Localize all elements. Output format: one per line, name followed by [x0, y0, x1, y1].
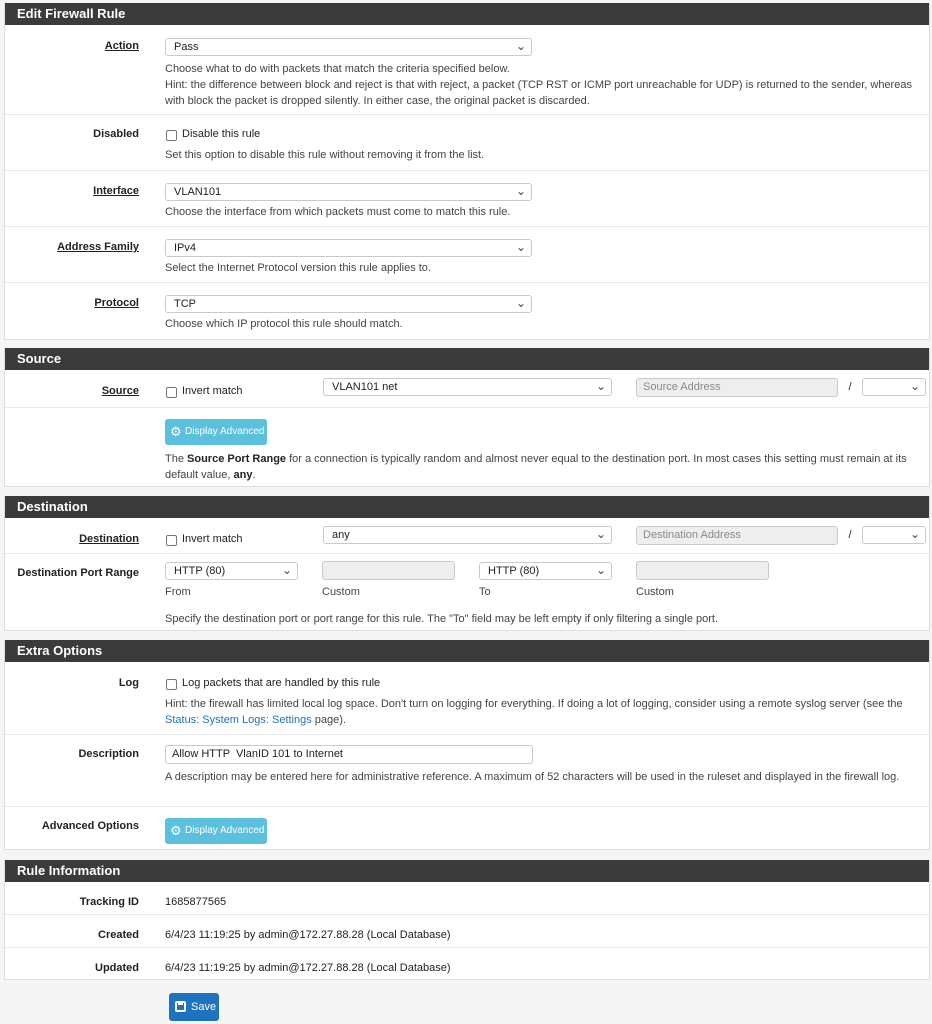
updated-value: 6/4/23 11:19:25 by admin@172.27.88.28 (Local Database) — [165, 962, 451, 974]
source-help-pre: The — [165, 453, 188, 465]
action-row — [5, 25, 929, 114]
destination-port-to-select[interactable] — [479, 562, 612, 580]
chevron-down-icon: ⌄ — [909, 527, 920, 541]
source-port-help — [165, 451, 915, 483]
destination-row — [5, 518, 929, 553]
source-help-mid: for a connection is typically random and almost never equal to the destination port. In most cases this setting must remain at its default value, — [165, 453, 907, 481]
log-help-pre: Hint: the firewall has limited local log space. Don't turn on logging for everything. If doing a lot of logging, consider using a remote syslog server (see the — [165, 698, 903, 710]
log-help-end: page). — [311, 714, 346, 726]
chevron-down-icon: ⌄ — [595, 563, 606, 577]
destination-address-input[interactable] — [636, 526, 838, 545]
edit-firewall-rule-panel — [4, 3, 930, 340]
advanced-options-label: Advanced Options — [41, 820, 139, 832]
destination-port-to-custom-input[interactable] — [636, 561, 769, 580]
description-input[interactable] — [165, 745, 533, 764]
system-logs-settings-link[interactable]: Status: System Logs: Settings — [165, 714, 312, 726]
source-help-bold: Source Port Range — [187, 453, 287, 465]
caption-to: To — [479, 586, 491, 598]
gear-icon: ⚙ — [170, 424, 182, 439]
source-address-placeholder: Source Address — [643, 381, 721, 393]
description-help: A description may be entered here for administrative reference. A maximum of 52 characters will be used in the ruleset and displayed in the firewall log. — [165, 771, 900, 783]
source-address-input[interactable] — [636, 378, 838, 397]
interface-select-value: VLAN101 — [174, 186, 222, 198]
action-label: Action — [104, 40, 139, 52]
extra-options-panel — [4, 640, 930, 850]
updated-label: Updated — [95, 962, 139, 974]
interface-row — [5, 170, 929, 226]
chevron-down-icon: ⌄ — [595, 379, 606, 393]
address-family-select[interactable] — [165, 239, 532, 257]
tracking-id-label: Tracking ID — [79, 896, 139, 908]
source-invert-checkbox[interactable] — [166, 387, 177, 398]
destination-type-value: any — [332, 529, 350, 541]
protocol-select[interactable] — [165, 295, 532, 313]
source-type-select[interactable] — [323, 378, 612, 396]
destination-port-range-label: Destination Port Range — [17, 567, 139, 579]
save-button[interactable] — [169, 993, 219, 1021]
floppy-disk-icon — [175, 1001, 186, 1012]
chevron-down-icon: ⌄ — [515, 184, 526, 198]
disabled-help: Set this option to disable this rule without removing it from the list. — [165, 149, 485, 161]
source-advanced-row — [5, 407, 929, 487]
log-packets-checkbox[interactable] — [166, 679, 177, 690]
destination-port-from-custom-input[interactable] — [322, 561, 455, 580]
panel-heading: Edit Firewall Rule — [5, 3, 929, 25]
destination-label: Destination — [79, 533, 139, 545]
address-family-help: Select the Internet Protocol version this rule applies to. — [165, 262, 431, 274]
chevron-down-icon: ⌄ — [515, 39, 526, 53]
chevron-down-icon: ⌄ — [595, 527, 606, 541]
destination-port-range-row — [5, 553, 929, 631]
protocol-select-value: TCP — [174, 298, 196, 310]
advanced-options-display-label: Display Advanced — [185, 825, 265, 836]
chevron-down-icon: ⌄ — [909, 379, 920, 393]
log-packets-checkbox-label[interactable]: Log packets that are handled by this rule — [182, 677, 381, 689]
destination-invert-label[interactable]: Invert match — [182, 533, 243, 545]
destination-mask-select[interactable] — [862, 526, 926, 544]
interface-select[interactable] — [165, 183, 532, 201]
source-type-value: VLAN101 net — [332, 381, 398, 393]
action-help-line: Choose what to do with packets that match the criteria specified below. — [165, 63, 510, 75]
interface-help: Choose the interface from which packets must come to match this rule. — [165, 206, 511, 218]
source-mask-select[interactable] — [862, 378, 926, 396]
destination-type-select[interactable] — [323, 526, 612, 544]
protocol-help: Choose which IP protocol this rule should match. — [165, 318, 403, 330]
save-button-label: Save — [191, 1001, 217, 1013]
protocol-label: Protocol — [94, 297, 139, 309]
source-display-advanced-button[interactable] — [165, 419, 267, 445]
protocol-row — [5, 282, 929, 338]
action-hint: Hint: the difference between block and reject is that with reject, a packet (TCP RST or ICMP port unreachable for UDP) is returned to the sender, whereas with block the packet is dropped silently. In either case, the original packet is discarded. — [165, 79, 912, 107]
action-select-value: Pass — [174, 41, 199, 53]
disable-rule-checkbox[interactable] — [166, 130, 177, 141]
gear-icon: ⚙ — [170, 823, 182, 838]
address-family-select-value: IPv4 — [174, 242, 197, 254]
description-row — [5, 734, 929, 806]
destination-port-from-value: HTTP (80) — [174, 565, 226, 577]
panel-heading: Extra Options — [5, 640, 929, 662]
log-help — [165, 696, 915, 728]
source-mask-slash: / — [848, 381, 852, 393]
caption-custom-to: Custom — [636, 586, 674, 598]
log-row — [5, 662, 929, 734]
panel-heading: Destination — [5, 496, 929, 518]
tracking-id-row — [5, 882, 929, 914]
disabled-label: Disabled — [93, 128, 139, 140]
created-row — [5, 914, 929, 947]
advanced-options-display-button[interactable] — [165, 818, 267, 844]
destination-port-from-select[interactable] — [165, 562, 298, 580]
source-panel — [4, 348, 930, 487]
description-input-value: Allow HTTP VlanID 101 to Internet — [172, 748, 343, 760]
panel-heading: Rule Information — [5, 860, 929, 882]
source-label: Source — [101, 385, 139, 397]
destination-mask-slash: / — [848, 529, 852, 541]
source-display-advanced-label: Display Advanced — [185, 426, 265, 437]
disable-rule-checkbox-label[interactable]: Disable this rule — [182, 128, 261, 140]
action-help — [165, 61, 915, 109]
log-label: Log — [118, 677, 139, 689]
destination-invert-checkbox[interactable] — [166, 535, 177, 546]
chevron-down-icon: ⌄ — [281, 563, 292, 577]
description-label: Description — [78, 748, 139, 760]
chevron-down-icon: ⌄ — [515, 296, 526, 310]
caption-from: From — [165, 586, 191, 598]
address-family-label: Address Family — [57, 241, 139, 253]
updated-row — [5, 947, 929, 980]
disabled-row — [5, 114, 929, 170]
action-select[interactable] — [165, 38, 532, 56]
created-label: Created — [98, 929, 139, 941]
destination-address-placeholder: Destination Address — [643, 529, 741, 541]
interface-label: Interface — [93, 185, 139, 197]
destination-panel — [4, 496, 930, 631]
chevron-down-icon: ⌄ — [515, 240, 526, 254]
created-value: 6/4/23 11:19:25 by admin@172.27.88.28 (Local Database) — [165, 929, 451, 941]
source-invert-label[interactable]: Invert match — [182, 385, 243, 397]
tracking-id-value: 1685877565 — [165, 896, 227, 908]
destination-port-help: Specify the destination port or port range for this rule. The "To" field may be left empty if only filtering a single port. — [165, 613, 718, 625]
panel-heading: Source — [5, 348, 929, 370]
destination-port-to-value: HTTP (80) — [488, 565, 540, 577]
address-family-row — [5, 226, 929, 282]
advanced-options-row — [5, 806, 929, 850]
rule-information-panel — [4, 860, 930, 980]
source-row — [5, 370, 929, 407]
caption-custom-from: Custom — [322, 586, 360, 598]
source-help-any: any — [233, 469, 253, 481]
source-help-end: . — [252, 469, 256, 481]
